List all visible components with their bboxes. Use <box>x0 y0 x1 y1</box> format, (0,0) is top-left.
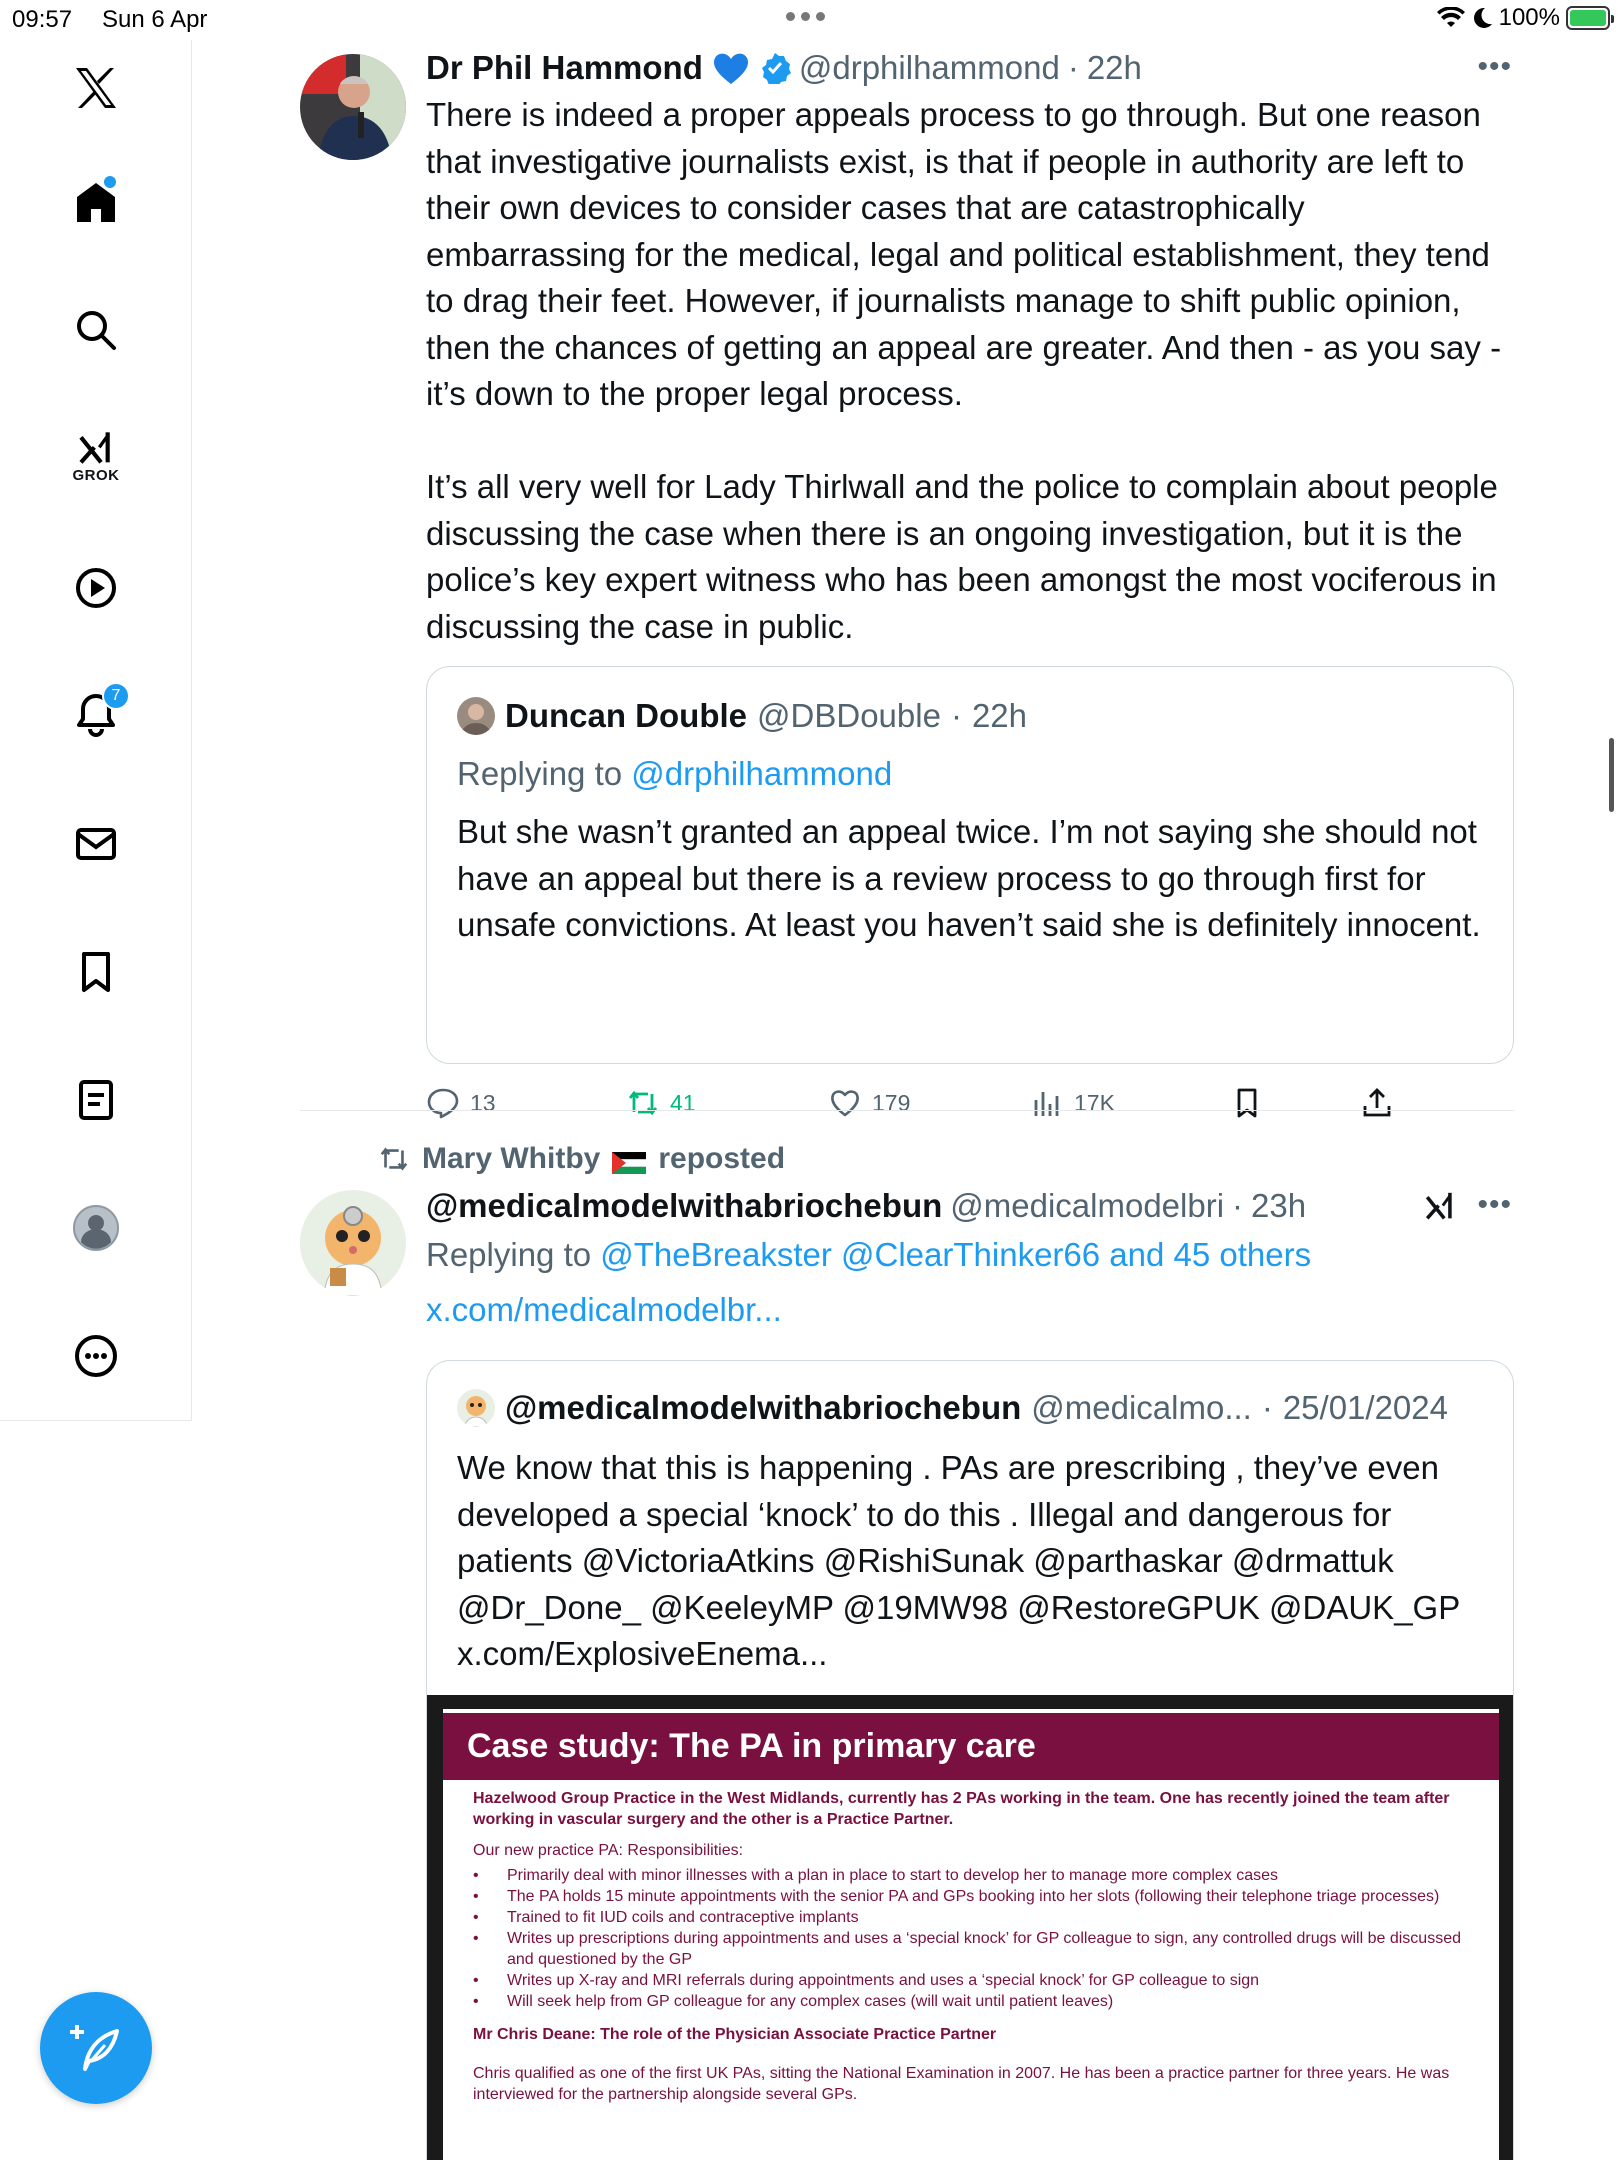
tweet-2-header: @medicalmodelwithabriochebun @medicalmodelbri · 23h <box>426 1187 1307 1224</box>
quote-time: 22h <box>971 697 1027 734</box>
verified-badge-icon <box>759 52 791 84</box>
author-name[interactable]: Dr Phil Hammond <box>426 49 703 86</box>
quoted-tweet-2[interactable] <box>426 1360 1514 2160</box>
case-bullet: • Trained to fit IUD coils and contraceptive implants <box>473 1907 1469 1928</box>
status-date: Sun 6 Apr <box>102 6 208 33</box>
grok-icon[interactable] <box>56 416 136 496</box>
grok-label: GROK <box>72 466 120 484</box>
views-count: 17K <box>1074 1089 1115 1116</box>
home-icon[interactable] <box>56 162 136 242</box>
views-button[interactable] <box>1030 1086 1115 1120</box>
case-study-heading-2: Mr Chris Deane: The role of the Physician Associate Practice Partner <box>473 2026 997 2043</box>
blue-heart-icon <box>711 50 751 86</box>
like-count: 179 <box>872 1089 911 1116</box>
compose-feather-icon <box>69 2021 123 2075</box>
reposted-label: reposted <box>658 1142 786 1175</box>
battery-icon <box>1566 6 1610 30</box>
battery-percentage: 100% <box>1498 4 1560 31</box>
author-avatar[interactable] <box>300 54 406 160</box>
x-logo-icon[interactable] <box>56 48 136 128</box>
quote-2-author-handle: @medicalmo... <box>1031 1389 1252 1426</box>
tweet-text: There is indeed a proper appeals process to go through. But one reason that investigative journalists exist, is that if people in authority are left to their own devices to consider cases that are catastrophically embarrassing for the medical, legal and political establishment, they tend to drag their feet. However, if journalists manage to shift public opinion, then the chances of getting an appeal are greater. And then - as you say - it’s down to the proper legal process. It’s all very well for Lady Thirlwall and the police to complain about people discussing the case when there is an ongoing investigation, but it is the police’s key expert witness who has been amongst the most vociferous in discussing the case in public. <box>426 96 1502 645</box>
bookmark-icon[interactable] <box>56 932 136 1012</box>
tweet-divider <box>300 1110 1514 1111</box>
notifications-bell-icon[interactable] <box>56 674 136 754</box>
author-handle[interactable]: @drphilhammond <box>798 49 1060 86</box>
heart-icon <box>828 1086 862 1120</box>
sidebar-divider <box>0 1420 192 1421</box>
views-chart-icon <box>1030 1086 1064 1120</box>
quote-2-header: @medicalmodelwithabriochebun @medicalmo... · 25/01/2024 <box>457 1389 1448 1427</box>
quote-2-author-name: @medicalmodelwithabriochebun <box>505 1389 1022 1426</box>
reply-button[interactable] <box>426 1086 496 1120</box>
case-study-title: Case study: The PA in primary care <box>443 1709 1499 1780</box>
case-study-intro: Hazelwood Group Practice in the West Midlands, currently has 2 PAs working in the team. One has recently joined the team after working in vascular surgery and the other is a Practice Partner. <box>473 1790 1450 1828</box>
more-options-icon[interactable] <box>56 1316 136 1396</box>
quote-2-text: We know that this is happening . PAs are prescribing , they’ve even developed a special ‘knock’ to do this . Illegal and dangerous for patients @VictoriaAtkins @RishiSunak @parthaskar @drmattuk @Dr_Done_ @KeeleyMP @19MW98 @RestoreGPUK @DAUK_GP x.com/ExplosiveEnema... <box>457 1449 1469 1672</box>
author-2-avatar[interactable] <box>300 1190 406 1296</box>
quote-author-avatar <box>457 697 495 735</box>
tweet-2-replying-to: Replying to @TheBreakster @ClearThinker66 and 45 others <box>426 1236 1312 1273</box>
quoted-tweet[interactable] <box>426 666 1514 1064</box>
tweet-2-time[interactable]: 23h <box>1251 1187 1307 1224</box>
home-unread-dot <box>104 176 116 188</box>
bookmark-button[interactable] <box>1230 1086 1264 1120</box>
status-time: 09:57 <box>12 6 73 33</box>
repost-button[interactable] <box>626 1086 696 1120</box>
quote-author-name: Duncan Double <box>505 697 748 734</box>
wifi-icon <box>1437 7 1465 29</box>
lists-icon[interactable] <box>56 1060 136 1140</box>
replying-to-link[interactable]: @drphilhammond <box>631 755 893 792</box>
profile-avatar-icon[interactable] <box>56 1188 136 1268</box>
palestine-flag-icon <box>612 1148 646 1170</box>
case-study-bullets <box>473 1865 1469 2012</box>
share-button[interactable] <box>1360 1086 1394 1120</box>
tweet-2[interactable] <box>426 1182 1512 1336</box>
more-menu-icon[interactable]: ••• <box>1477 50 1512 83</box>
quote-2-time: 25/01/2024 <box>1282 1389 1448 1426</box>
case-bullet: • Writes up X-ray and MRI referrals during appointments and uses a ‘special knock’ for GP colleague to sign <box>473 1970 1469 1991</box>
status-bar <box>0 0 1620 40</box>
case-study-image[interactable] <box>427 1695 1514 2160</box>
like-button[interactable] <box>828 1086 910 1120</box>
share-icon <box>1360 1086 1394 1120</box>
repost-icon <box>626 1086 660 1120</box>
author-2-name[interactable]: @medicalmodelwithabriochebun <box>426 1187 943 1224</box>
repost-indicator <box>378 1142 785 1176</box>
case-bullet: • Primarily deal with minor illnesses with a plan in place to start to develop her to manage more complex cases <box>473 1865 1469 1886</box>
case-bullet: • The PA holds 15 minute appointments with the senior PA and GPs booking into her slots (following their telephone triage processes) <box>473 1886 1469 1907</box>
separator-dot: · <box>1067 49 1079 86</box>
tweet-actions <box>426 1080 1514 1126</box>
grok-explain-icon[interactable] <box>1422 1190 1458 1224</box>
quote-replying-to: Replying to @drphilhammond <box>457 755 893 792</box>
case-bullet: • Will seek help from GP colleague for any complex cases (will wait until patient leaves) <box>473 1991 1469 2012</box>
video-play-icon[interactable] <box>56 548 136 628</box>
moon-icon <box>1471 6 1493 30</box>
tweet-header <box>426 44 1512 92</box>
notifications-badge: 7 <box>102 682 130 710</box>
sidebar <box>0 40 192 1420</box>
case-study-body <box>443 1780 1499 2105</box>
repost-count: 41 <box>670 1089 696 1116</box>
case-bullet: • Writes up prescriptions during appointments and uses a ‘special knock’ for GP colleague to sign, any controlled drugs will be discussed and questioned by the GP <box>473 1928 1469 1970</box>
tweet-1[interactable] <box>426 44 1512 650</box>
quote-author-handle: @DBDouble <box>757 697 941 734</box>
scroll-indicator[interactable] <box>1609 738 1614 812</box>
reposted-by-name[interactable]: Mary Whitby <box>422 1142 601 1175</box>
tweet-2-link[interactable]: x.com/medicalmodelbr... <box>426 1291 782 1328</box>
reply-icon <box>426 1086 460 1120</box>
bookmark-action-icon <box>1230 1086 1264 1120</box>
case-study-para-2: Chris qualified as one of the first UK PAs, sitting the National Examination in 2007. He has been a practice partner for three years. He was interviewed for the partnership alongside several GPs. <box>473 2065 1450 2103</box>
quote-header: Duncan Double @DBDouble · 22h <box>457 697 1027 735</box>
multitasking-dots[interactable] <box>786 12 825 21</box>
repost-small-icon <box>378 1143 410 1175</box>
author-2-handle[interactable]: @medicalmodelbri <box>950 1187 1225 1224</box>
reply-count: 13 <box>470 1089 496 1116</box>
tweet-time[interactable]: 22h <box>1086 49 1142 86</box>
search-icon[interactable] <box>56 290 136 370</box>
case-study-subheading: Our new practice PA: Responsibilities: <box>473 1842 744 1859</box>
replying-to-2-link[interactable]: @TheBreakster @ClearThinker66 and 45 others <box>600 1236 1312 1273</box>
quote-text: But she wasn’t granted an appeal twice. I’m not saying she should not have an appeal but there is a review process to go through first for unsafe convictions. At least you haven’t said she is definitely innocent. <box>457 813 1487 943</box>
messages-envelope-icon[interactable] <box>56 804 136 884</box>
quote-2-author-avatar <box>457 1389 495 1427</box>
compose-post-button[interactable] <box>40 1992 152 2104</box>
more-menu-2-icon[interactable]: ••• <box>1477 1188 1512 1221</box>
